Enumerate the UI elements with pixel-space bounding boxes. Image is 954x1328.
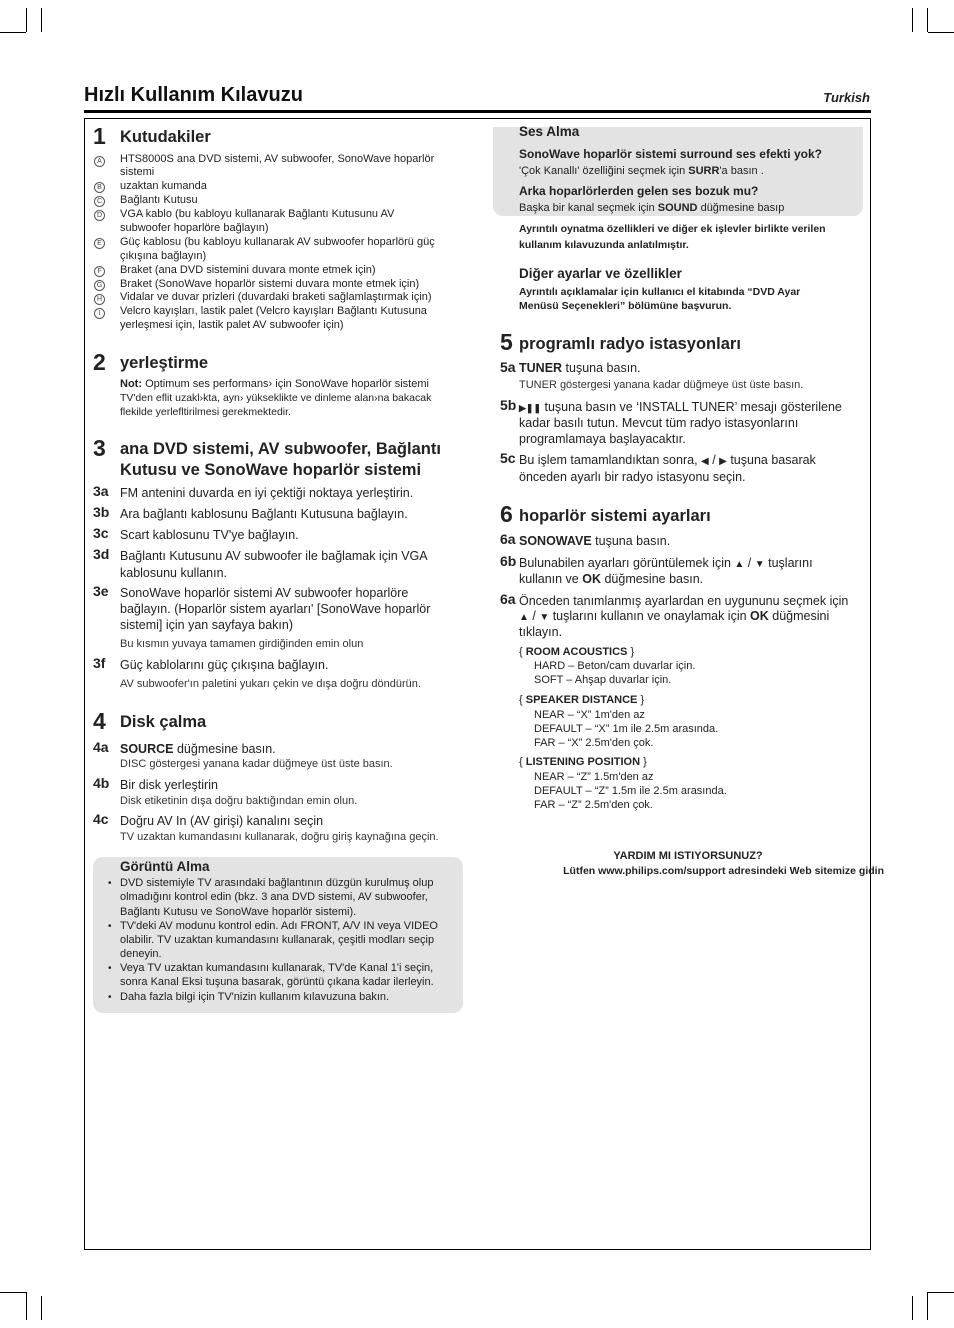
step-label: 6a xyxy=(500,531,516,547)
step-text: Ara bağlantı kablosunu Bağlantı Kutusuna bağlayın. xyxy=(120,507,408,521)
item-letter-a: A xyxy=(94,156,105,167)
bullet-text: Daha fazla bilgi için TV'nizin kullanım kılavuzuna bakın. xyxy=(120,991,390,1003)
faq-answer-text: Başka bir kanal seçmek için xyxy=(519,202,658,214)
step-label: 6a xyxy=(500,591,516,607)
list-item: çıkışına bağlayın) xyxy=(120,250,207,262)
step-text-rest: düğmesine basın. xyxy=(173,742,276,756)
button-name: OK xyxy=(582,572,601,586)
bullet-text: DVD sistemiyle TV arasındaki bağlantının düzgün kurulmuş olup xyxy=(120,877,434,889)
right-arrow-icon: ▶ xyxy=(719,456,727,467)
step-label: 5a xyxy=(500,359,516,375)
step-text: kadar basılı tutun. Mevcut tüm radyo istasyonlarını xyxy=(519,416,799,430)
step-label: 3d xyxy=(93,546,110,562)
crop-mark xyxy=(41,8,42,32)
option-item: DEFAULT – “Z” 1.5m ile 2.5m arasında. xyxy=(534,785,727,797)
note-text: Optimum ses performans› için SonoWave hoparlör sistemi xyxy=(145,378,429,390)
section-number: 3 xyxy=(93,435,106,461)
button-name: SOURCE xyxy=(120,742,174,756)
step-text-rest: tuşuna basın ve ‘INSTALL TUNER’ mesajı gösterilene xyxy=(541,400,842,414)
step-subtext: Disk etiketinin dışa doğru baktığından emin olun. xyxy=(120,795,358,807)
item-letter-i: I xyxy=(94,308,105,319)
crop-mark xyxy=(928,1292,954,1293)
list-item: Vidalar ve duvar prizleri (duvardaki braketi sağlamlaştırmak için) xyxy=(120,291,432,303)
step-text: Güç kablolarını güç çıkışına bağlayın. xyxy=(120,658,329,672)
step-text-rest: tuşuna basın. xyxy=(562,361,641,375)
step-text: Scart kablosunu TV'ye bağlayın. xyxy=(120,528,299,542)
box-title: Görüntü Alma xyxy=(120,859,210,874)
option-group-title: { LISTENING POSITION } xyxy=(519,756,647,768)
help-title: YARDIM MI ISTIYORSUNUZ? xyxy=(613,850,763,862)
faq-answer xyxy=(519,201,784,215)
button-name: OK xyxy=(750,609,769,623)
button-name: SOUND xyxy=(657,202,698,214)
step-text-part: tuşlarını kullanın ve onaylamak için xyxy=(549,609,751,623)
section-heading: Disk çalma xyxy=(120,713,207,731)
note-label: Not: xyxy=(120,378,142,390)
crop-mark xyxy=(928,32,954,33)
info-text: Ayrıntılı açıklamalar için kullanıcı el kitabında “DVD Ayar xyxy=(519,286,801,298)
option-group-title: { SPEAKER DISTANCE } xyxy=(519,694,645,706)
step-text: sistemi] için yan sayfaya bakın) xyxy=(120,618,293,632)
bullet-text: olabilir. TV uzaktan kumandasını kullanarak, çeşitli modları seçip xyxy=(120,934,435,946)
section-heading: ana DVD sistemi, AV subwoofer, Bağlantı xyxy=(120,440,441,458)
list-item: Velcro kayışları, lastik palet (Velcro kayışları Bağlantı Kutusuna xyxy=(120,305,427,317)
step-text-rest: tuşuna basın. xyxy=(591,534,671,548)
troubleshoot-video-box xyxy=(93,857,463,1013)
info-text: kullanım kılavuzunda anlatılmıştır. xyxy=(519,239,689,251)
crop-mark xyxy=(912,8,913,32)
item-letter-c: C xyxy=(94,196,105,207)
bullet-text: Veya TV uzaktan kumandasını kullanarak, TV'de Kanal 1'i seçin, xyxy=(120,962,434,974)
option-item: NEAR – “Z” 1.5m'den az xyxy=(534,771,654,783)
option-item: HARD – Beton/cam duvarlar için. xyxy=(534,660,696,672)
step-text: Doğru AV In (AV girişi) kanalını seçin xyxy=(120,814,324,828)
step-text xyxy=(519,571,703,587)
section-number: 5 xyxy=(500,329,513,355)
bullet-text: Bağlantı Kutusu ve SonoWave hoparlör sistemi). xyxy=(120,906,357,918)
step-subtext: TV uzaktan kumandasını kullanarak, doğru giriş kaynağına geçin. xyxy=(120,831,439,843)
section-heading: hoparlör sistemi ayarları xyxy=(519,507,711,525)
list-item: sistemi xyxy=(120,166,155,178)
list-item: yerleşmesi için, lastik palet AV subwoofer için) xyxy=(120,319,344,331)
option-group-name: ROOM ACOUSTICS xyxy=(525,646,628,658)
section-number: 6 xyxy=(500,501,513,527)
item-letter-g: G xyxy=(94,280,105,291)
crop-mark xyxy=(26,1292,27,1320)
troubleshoot-sound-box xyxy=(493,124,863,216)
left-arrow-icon: ◀ xyxy=(701,456,709,467)
step-text xyxy=(519,533,670,549)
info-text: Ayrıntılı oynatma özellikleri ve diğer ek işlevler birlikte verilen xyxy=(519,223,826,235)
faq-answer-text: 'Çok Kanallı' özelliğini seçmek için xyxy=(519,165,689,177)
play-pause-icon: ▶❚❚ xyxy=(519,403,542,413)
step-text: Bağlantı Kutusunu AV subwoofer ile bağlamak için VGA xyxy=(120,549,428,563)
list-item: HTS8000S ana DVD sistemi, AV subwoofer, SonoWave hoparlör xyxy=(120,153,435,165)
item-letter-d: D xyxy=(94,210,105,221)
down-arrow-icon: ▼ xyxy=(539,612,550,623)
subsection-title: Diğer ayarlar ve özellikler xyxy=(519,266,682,281)
faq-question: SonoWave hoparlör sistemi surround ses efekti yok? xyxy=(519,147,822,161)
language-label: Turkish xyxy=(823,90,870,105)
bullet: • xyxy=(108,878,112,889)
step-text: tıklayın. xyxy=(519,625,563,639)
step-label: 4a xyxy=(93,739,109,755)
page-title: Hızlı Kullanım Kılavuzu xyxy=(84,84,303,106)
button-name: SURR xyxy=(688,165,720,177)
note-line xyxy=(120,377,429,391)
section-heading: yerleştirme xyxy=(120,354,209,372)
section-number: 2 xyxy=(93,349,106,375)
step-text: Bir disk yerleştirin xyxy=(120,778,218,792)
step-subtext: Bu kısmın yuvaya tamamen girdiğinden emin olun xyxy=(120,638,364,650)
step-text: önceden ayarlı bir radyo istasyonu seçin. xyxy=(519,470,746,484)
step-text xyxy=(519,360,641,376)
box-title: Ses Alma xyxy=(519,124,580,139)
faq-answer xyxy=(519,164,764,178)
list-item: Güç kablosu (bu kabloyu kullanarak AV subwoofer hoparlörü güç xyxy=(120,236,435,248)
step-label: 3a xyxy=(93,483,109,499)
step-text: FM antenini duvarda en iyi çektiği noktaya yerleştirin. xyxy=(120,486,414,500)
step-label: 5b xyxy=(500,397,517,413)
option-item: NEAR – “X” 1m'den az xyxy=(534,709,645,721)
list-item: VGA kablo (bu kabloyu kullanarak Bağlantı Kutusunu AV xyxy=(120,208,395,220)
step-text: bağlayın. (Hoparlör sistem ayarları' [SonoWave hoparlör xyxy=(120,602,431,616)
step-label: 3c xyxy=(93,525,109,541)
option-item: FAR – “X” 2.5m'den çok. xyxy=(534,737,654,749)
bullet-text: TV'deki AV modunu kontrol edin. Adı FRONT, A/V IN veya VIDEO xyxy=(120,920,438,932)
step-text-part: tuşuna basarak xyxy=(726,453,816,467)
step-subtext: DISC göstergesi yanana kadar düğmeye üst üste basın. xyxy=(120,758,393,770)
step-label: 3e xyxy=(93,583,109,599)
up-arrow-icon: ▲ xyxy=(734,559,745,570)
item-letter-e: E xyxy=(94,238,105,249)
list-item: subwoofer hoparlöre bağlayın) xyxy=(120,222,269,234)
list-item: Bağlantı Kutusu xyxy=(120,194,198,206)
option-item: SOFT – Ahşap duvarlar için. xyxy=(534,674,672,686)
header-rule xyxy=(84,110,871,113)
bullet: • xyxy=(108,963,112,974)
down-arrow-icon: ▼ xyxy=(754,559,765,570)
list-item: Braket (ana DVD sistemini duvara monte etmek için) xyxy=(120,264,376,276)
item-letter-b: B xyxy=(94,182,105,193)
content-frame xyxy=(84,118,884,1250)
section-heading: programlı radyo istasyonları xyxy=(519,335,741,353)
step-text: Önceden tanımlanmış ayarlardan en uygununu seçmek için xyxy=(519,594,849,608)
step-subtext: AV subwoofer'ın paletini yukarı çekin ve dışa doğru döndürün. xyxy=(120,678,421,690)
step-text-part: Bulunabilen ayarları görüntülemek için xyxy=(519,556,735,570)
crop-mark xyxy=(0,32,26,33)
section-number: 1 xyxy=(93,123,106,149)
faq-answer-text: 'a basın . xyxy=(719,165,764,177)
list-item: uzaktan kumanda xyxy=(120,180,207,192)
step-text-part: düğmesini xyxy=(768,609,830,623)
step-text: Bulunabilen ayarları görüntülemek için ▲ / ▼ tuşlarını xyxy=(519,556,813,570)
note-text: flekilde yerlefltirilmesi gerekmektedir. xyxy=(120,406,291,418)
option-group-name: SPEAKER DISTANCE xyxy=(525,694,638,706)
crop-mark xyxy=(912,1296,913,1320)
crop-mark xyxy=(927,1292,928,1320)
step-label: 3f xyxy=(93,655,106,671)
step-text: SonoWave hoparlör sistemi AV subwoofer hoparlöre xyxy=(120,586,409,600)
bullet-text: sonra Kanal Eksi tuşuna basarak, görüntü çıkana kadar ilerleyin. xyxy=(120,976,434,988)
option-item: DEFAULT – “X” 1m ile 2.5m arasında. xyxy=(534,723,719,735)
crop-mark xyxy=(41,1296,42,1320)
step-label: 4c xyxy=(93,811,109,827)
crop-mark xyxy=(927,8,928,32)
section-heading: Kutudakiler xyxy=(120,128,211,146)
bullet: • xyxy=(108,992,112,1003)
bullet: • xyxy=(108,921,112,932)
step-text: kablosunu kullanın. xyxy=(120,566,228,580)
step-text-part: Bu işlem tamamlandıktan sonra, xyxy=(519,453,702,467)
button-name: TUNER xyxy=(519,361,563,375)
bullet-text: deneyin. xyxy=(120,948,162,960)
note-text: TV'den eflit uzakl›kta, ayn› yükseklikte ve dinleme alan›na bakacak xyxy=(120,392,432,404)
step-text: Bu işlem tamamlandıktan sonra, ◀ / ▶ tuşuna basarak xyxy=(519,453,816,467)
info-text: Menüsü Seçenekleri” bölümüne başvurun. xyxy=(519,300,732,312)
page-header xyxy=(84,84,870,112)
item-letter-h: H xyxy=(94,294,105,305)
option-group-name: LISTENING POSITION xyxy=(525,756,641,768)
step-text-part: tuşlarını xyxy=(764,556,813,570)
option-group-title: { ROOM ACOUSTICS } xyxy=(519,646,635,658)
up-arrow-icon: ▲ xyxy=(519,612,529,623)
step-text: programlamaya başlayacaktır. xyxy=(519,432,686,446)
step-label: 4b xyxy=(93,775,110,791)
help-text: Lütfen www.philips.com/support adresindeki Web sitemize gidin xyxy=(563,865,884,877)
list-item: Braket (SonoWave hoparlör sistemi duvara monte etmek için) xyxy=(120,278,420,290)
faq-answer-text: düğmesine basıp xyxy=(697,202,785,214)
crop-mark xyxy=(0,1292,26,1293)
step-subtext: TUNER göstergesi yanana kadar düğmeye üst üste basın. xyxy=(519,379,804,391)
crop-mark xyxy=(26,8,27,32)
step-label: 6b xyxy=(500,553,517,569)
section-number: 4 xyxy=(93,708,106,734)
step-label: 5c xyxy=(500,450,516,466)
button-name: SONOWAVE xyxy=(519,534,592,548)
step-text-part: düğmesine basın. xyxy=(600,572,704,586)
option-item: FAR – “Z” 2.5m'den çok. xyxy=(534,799,653,811)
section-heading-line2: Kutusu ve SonoWave hoparlör sistemi xyxy=(120,461,422,479)
step-text: ▲ / ▼ tuşlarını kullanın ve onaylamak için OK düğmesini xyxy=(519,609,830,623)
item-letter-f: F xyxy=(94,266,105,277)
step-label: 3b xyxy=(93,504,110,520)
bullet-text: olmadığını kontrol edin (bkz. 3 ana DVD sistemi, AV subwoofer, xyxy=(120,891,428,903)
step-text-part: kullanın ve xyxy=(519,572,583,586)
step-text xyxy=(519,399,842,416)
step-text xyxy=(120,741,276,757)
faq-question: Arka hoparlörlerden gelen ses bozuk mu? xyxy=(519,184,759,198)
